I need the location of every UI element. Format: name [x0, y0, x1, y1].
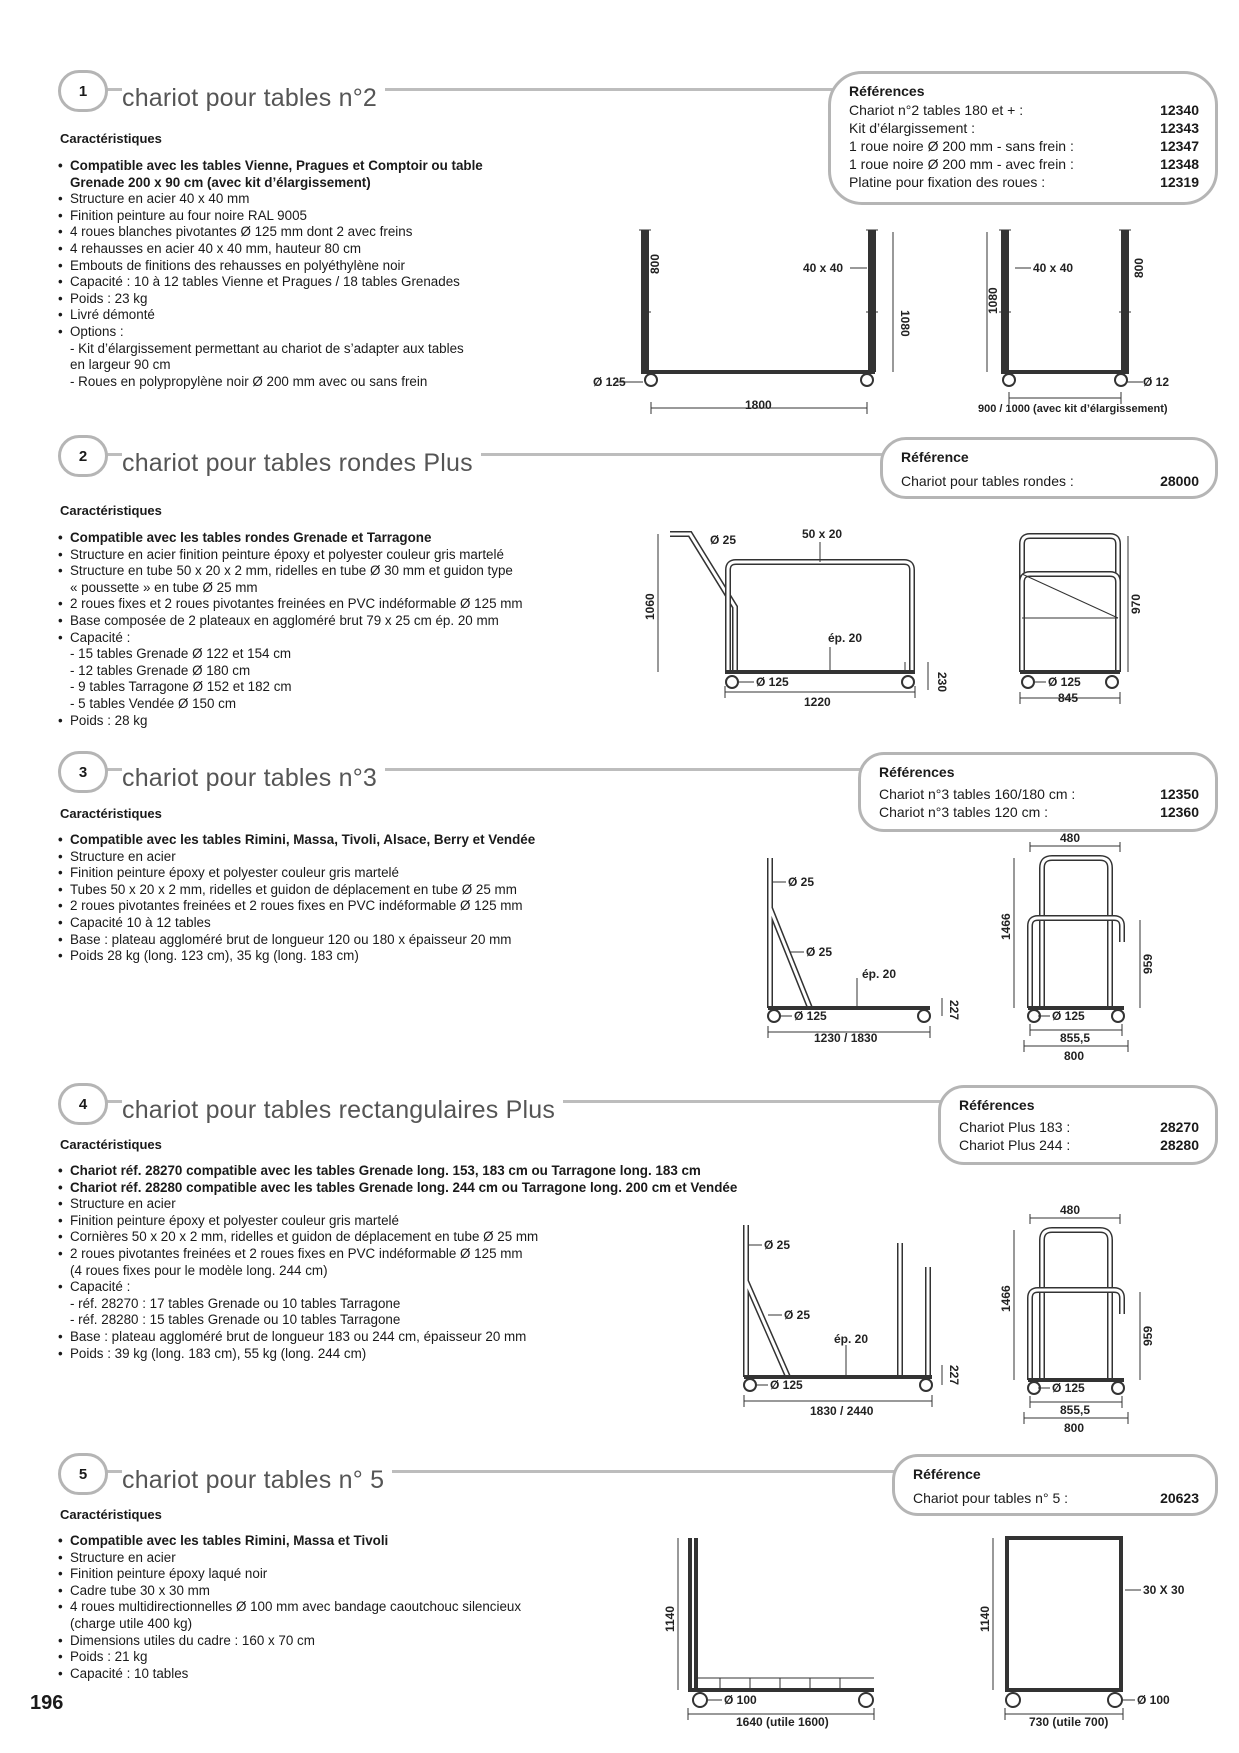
references-box	[938, 1085, 1218, 1165]
dim-label: 480	[1060, 831, 1081, 845]
dim-label: 1640 (utile 1600)	[736, 1715, 829, 1729]
feature-item: • Cadre tube 30 x 30 mm	[58, 1583, 658, 1600]
feature-item: • Finition peinture au four noire RAL 9005	[58, 208, 578, 225]
feature-item: • Structure en acier	[58, 1550, 658, 1567]
cart-side-drawing	[752, 848, 972, 1044]
dim-label: ép. 20	[862, 967, 897, 981]
dim-label: 800	[648, 253, 662, 274]
reference-row: Chariot n°3 tables 120 cm : 12360	[879, 804, 1199, 820]
feature-item: • Options :	[58, 324, 578, 341]
references-header: Références	[849, 83, 925, 99]
reference-row: Chariot Plus 183 : 28270	[959, 1119, 1199, 1135]
feature-item: • 4 rehausses en acier 40 x 40 mm, hauteur 80 cm	[58, 241, 578, 258]
feature-item: • Base : plateau aggloméré brut de longueur 183 ou 244 cm, épaisseur 20 mm	[58, 1329, 878, 1346]
dim-label: Ø 125	[1052, 1381, 1085, 1395]
section-number: 2	[58, 435, 108, 477]
cart-side-drawing	[593, 222, 912, 417]
reference-row: Platine pour fixation des roues : 12319	[849, 174, 1199, 190]
dim-label: 40 x 40	[1033, 261, 1074, 275]
dim-label: Ø 100	[1137, 1693, 1170, 1707]
references-header: Références	[959, 1097, 1035, 1113]
feature-item: - réf. 28270 : 17 tables Grenade ou 10 tables Tarragone	[70, 1295, 401, 1311]
cart-side-drawing	[640, 522, 960, 712]
feature-list	[58, 1533, 658, 1682]
dim-label: 1800	[745, 398, 772, 412]
feature-list	[58, 530, 658, 729]
page-number: 196	[30, 1692, 64, 1714]
reference-row: Chariot n°3 tables 160/180 cm : 12350	[879, 786, 1199, 802]
section-number: 5	[58, 1453, 108, 1495]
references-box	[828, 71, 1218, 205]
dim-label: 230	[935, 672, 949, 693]
feature-item: • Structure en acier 40 x 40 mm	[58, 191, 578, 208]
characteristics-label: Caractéristiques	[60, 806, 162, 821]
feature-item: • Poids : 23 kg	[58, 291, 578, 308]
feature-item: - Roues en polypropylène noir Ø 200 mm avec ou sans frein	[70, 373, 428, 389]
feature-item: • Capacité : 10 à 12 tables Vienne et Pragues / 18 tables Grenades	[58, 274, 578, 291]
references-header: Référence	[901, 449, 969, 465]
reference-row: 1 roue noire Ø 200 mm - avec frein : 12348	[849, 156, 1199, 172]
cart-front-drawing	[990, 830, 1170, 1062]
reference-row: Chariot pour tables n° 5 : 20623	[913, 1490, 1199, 1506]
feature-item: • Poids : 21 kg	[58, 1649, 658, 1666]
feature-item: • Finition peinture époxy et polyester couleur gris martelé	[58, 865, 658, 882]
dim-label: 855,5	[1060, 1031, 1091, 1045]
feature-item: • Tubes 50 x 20 x 2 mm, ridelles et guidon de déplacement en tube Ø 25 mm	[58, 882, 658, 899]
feature-item: • Embouts de finitions des rehausses en polyéthylène noir	[58, 258, 578, 275]
reference-row: Chariot Plus 244 : 28280	[959, 1137, 1199, 1153]
dim-label: ép. 20	[828, 631, 863, 645]
dim-label: 845	[1058, 691, 1079, 705]
feature-item: • 2 roues fixes et 2 roues pivotantes freinées en PVC indéformable Ø 125 mm	[58, 596, 658, 613]
feature-item: • 2 roues pivotantes freinées et 2 roues fixes en PVC indéformable Ø 125 mm	[58, 1246, 878, 1263]
dim-label: 970	[1129, 593, 1143, 614]
feature-item: • Chariot réf. 28280 compatible avec les tables Grenade long. 244 cm ou Tarragone long. 200 cm et Vendée	[58, 1180, 878, 1197]
reference-row: 1 roue noire Ø 200 mm - sans frein : 12347	[849, 138, 1199, 154]
feature-item: • Compatible avec les tables Rimini, Massa et Tivoli	[58, 1533, 658, 1550]
dim-label: 1220	[804, 695, 831, 709]
dim-label: Ø 25	[788, 875, 815, 889]
dim-label: Ø 100	[724, 1693, 757, 1707]
section-number: 4	[58, 1083, 108, 1125]
dim-label: Ø 25	[764, 1238, 791, 1252]
feature-item: • Livré démonté	[58, 307, 578, 324]
references-header: Référence	[913, 1466, 981, 1482]
feature-item: Grenade 200 x 90 cm (avec kit d’élargissement)	[70, 174, 371, 190]
feature-item: • Poids : 28 kg	[58, 713, 658, 730]
dim-label: 1060	[643, 593, 657, 620]
feature-item: • Poids : 39 kg (long. 183 cm), 55 kg (long. 244 cm)	[58, 1346, 878, 1363]
cart-front-drawing	[1000, 522, 1180, 712]
section-title: chariot pour tables n°2	[122, 84, 385, 113]
reference-row: Chariot n°2 tables 180 et + : 12340	[849, 102, 1199, 118]
dim-label: Ø 25	[806, 945, 833, 959]
feature-item: • 4 roues blanches pivotantes Ø 125 mm dont 2 avec freins	[58, 224, 578, 241]
dim-label: 900 / 1000 (avec kit d’élargissement)	[978, 403, 1168, 415]
dim-label: 800	[1064, 1049, 1085, 1063]
section-title: chariot pour tables n° 5	[122, 1466, 392, 1495]
feature-list	[58, 158, 578, 390]
dim-label: Ø 125	[770, 1378, 803, 1392]
dim-label: Ø 125	[593, 375, 626, 389]
feature-item: - 5 tables Vendée Ø 150 cm	[70, 695, 236, 711]
feature-item: • Poids 28 kg (long. 123 cm), 35 kg (long. 183 cm)	[58, 948, 658, 965]
characteristics-label: Caractéristiques	[60, 131, 162, 146]
feature-item: • Finition peinture époxy et polyester couleur gris martelé	[58, 1213, 878, 1230]
feature-item: • Compatible avec les tables rondes Grenade et Tarragone	[58, 530, 658, 547]
dim-label: Ø 125	[794, 1009, 827, 1023]
section-title: chariot pour tables rondes Plus	[122, 449, 481, 478]
section-number: 1	[58, 70, 108, 112]
cart-front-drawing	[990, 1202, 1170, 1434]
dim-label: 855,5	[1060, 1403, 1091, 1417]
dim-label: 480	[1060, 1203, 1081, 1217]
dim-label: Ø 125	[756, 675, 789, 689]
feature-item: • Finition peinture époxy laqué noir	[58, 1566, 658, 1583]
feature-item: • Capacité : 10 tables	[58, 1666, 658, 1683]
reference-row: Chariot pour tables rondes : 28000	[901, 473, 1199, 489]
feature-item: - 9 tables Tarragone Ø 152 et 182 cm	[70, 679, 292, 695]
characteristics-label: Caractéristiques	[60, 503, 162, 518]
dim-label: 1080	[898, 310, 912, 337]
dim-label: 40 x 40	[803, 261, 844, 275]
feature-item: - 15 tables Grenade Ø 122 et 154 cm	[70, 646, 292, 662]
feature-item: (4 roues fixes pour le modèle long. 244 cm)	[70, 1262, 328, 1278]
dim-label: 959	[1141, 953, 1155, 974]
feature-item: • Structure en acier	[58, 849, 658, 866]
cart-front-drawing	[978, 1528, 1185, 1729]
feature-item: • Chariot réf. 28270 compatible avec les tables Grenade long. 153, 183 cm ou Tarragone long. 183 cm	[58, 1163, 878, 1180]
feature-item: • Structure en tube 50 x 20 x 2 mm, ridelles en tube Ø 30 mm et guidon type	[58, 563, 658, 580]
dim-label: 730 (utile 700)	[1029, 1715, 1109, 1729]
dim-label: 1140	[978, 1605, 992, 1632]
dim-label: 30 X 30	[1143, 1583, 1185, 1597]
dim-label: ép. 20	[834, 1332, 869, 1346]
feature-item: • Structure en acier finition peinture époxy et polyester couleur gris martelé	[58, 547, 658, 564]
feature-item: en largeur 90 cm	[70, 357, 171, 373]
dim-label: 1080	[986, 287, 1000, 314]
feature-item: • Dimensions utiles du cadre : 160 x 70 cm	[58, 1633, 658, 1650]
feature-item: - réf. 28280 : 15 tables Grenade ou 10 tables Tarragone	[70, 1312, 401, 1328]
dim-label: 1466	[999, 1285, 1013, 1312]
dim-label: 800	[1132, 257, 1146, 278]
feature-item: « poussette » en tube Ø 25 mm	[70, 579, 258, 595]
dim-label: Ø 25	[784, 1308, 811, 1322]
feature-list	[58, 832, 658, 965]
feature-item: • Compatible avec les tables Vienne, Pragues et Comptoir ou table	[58, 158, 578, 175]
feature-item: • Capacité 10 à 12 tables	[58, 915, 658, 932]
dim-label: 1140	[663, 1605, 677, 1632]
cart-side-drawing	[660, 1528, 900, 1728]
dim-label: 227	[947, 1365, 961, 1386]
dim-label: Ø 125	[1052, 1009, 1085, 1023]
references-box	[880, 437, 1218, 499]
feature-item: - Kit d’élargissement permettant au chariot de s’adapter aux tables	[70, 340, 464, 356]
dim-label: 1230 / 1830	[814, 1031, 878, 1045]
feature-item: • Capacité :	[58, 630, 658, 647]
feature-item: • 2 roues pivotantes freinées et 2 roues fixes en PVC indéformable Ø 125 mm	[58, 898, 658, 915]
references-box	[892, 1454, 1218, 1516]
dim-label: 800	[1064, 1421, 1085, 1435]
dim-label: Ø 25	[710, 533, 737, 547]
section-number: 3	[58, 751, 108, 793]
cart-side-drawing	[728, 1215, 978, 1418]
dim-label: 50 x 20	[802, 527, 843, 541]
characteristics-label: Caractéristiques	[60, 1507, 162, 1522]
dim-label: 959	[1141, 1325, 1155, 1346]
feature-item: • Base composée de 2 plateaux en aggloméré brut 79 x 25 cm ép. 20 mm	[58, 613, 658, 630]
feature-item: • 4 roues multidirectionnelles Ø 100 mm avec bandage caoutchouc silencieux	[58, 1599, 658, 1616]
dim-label: Ø 125	[1048, 675, 1081, 689]
feature-item: • Base : plateau aggloméré brut de longueur 120 ou 180 x épaisseur 20 mm	[58, 932, 658, 949]
dim-label: 1466	[999, 913, 1013, 940]
dim-label: 227	[947, 1000, 961, 1021]
feature-item: • Cornières 50 x 20 x 2 mm, ridelles et guidon de déplacement en tube Ø 25 mm	[58, 1229, 878, 1246]
references-box	[858, 752, 1218, 832]
feature-item: • Compatible avec les tables Rimini, Massa, Tivoli, Alsace, Berry et Vendée	[58, 832, 658, 849]
feature-item: (charge utile 400 kg)	[70, 1615, 193, 1631]
feature-item: • Capacité :	[58, 1279, 878, 1296]
reference-row: Kit d’élargissement : 12343	[849, 120, 1199, 136]
characteristics-label: Caractéristiques	[60, 1137, 162, 1152]
section-title: chariot pour tables rectangulaires Plus	[122, 1096, 563, 1125]
dim-label: 1830 / 2440	[810, 1404, 874, 1418]
cart-front-drawing	[965, 222, 1170, 417]
feature-item: - 12 tables Grenade Ø 180 cm	[70, 662, 251, 678]
feature-item: • Structure en acier	[58, 1196, 878, 1213]
section-title: chariot pour tables n°3	[122, 764, 385, 793]
dim-label: Ø 12	[1143, 375, 1170, 389]
references-header: Références	[879, 764, 955, 780]
